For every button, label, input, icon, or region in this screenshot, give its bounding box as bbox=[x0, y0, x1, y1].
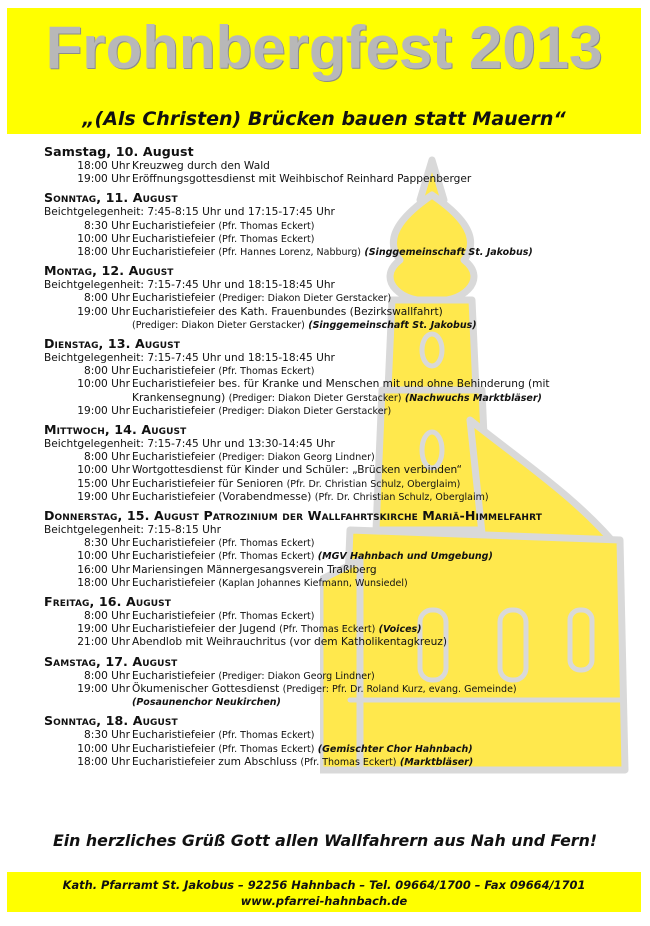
celebrant-note: (Prediger: Diakon Dieter Gerstacker) bbox=[132, 319, 305, 331]
service-entry bbox=[44, 550, 634, 563]
service-title: Abendlob mit Weihrauchritus (vor dem Katholikentagkreuz) bbox=[132, 636, 447, 649]
celebrant-note: (Pfr. Thomas Eckert) bbox=[218, 366, 315, 378]
service-entry bbox=[44, 537, 634, 550]
service-description bbox=[132, 537, 634, 550]
service-entry bbox=[44, 756, 634, 769]
service-title: Eucharistiefeier bes. für Kranke und Menschen mit und ohne Behinderung (mit Krankensegnung) bbox=[132, 378, 550, 404]
day-heading: Dienstag, 13. August bbox=[44, 336, 180, 352]
service-time: 19:00 Uhr bbox=[77, 404, 130, 417]
service-time: 19:00 Uhr bbox=[77, 682, 130, 695]
service-entry bbox=[44, 683, 634, 696]
service-description bbox=[132, 220, 634, 233]
service-title: Eucharistiefeier für Senioren bbox=[132, 477, 284, 490]
service-entry bbox=[44, 405, 634, 418]
service-entry bbox=[44, 292, 634, 305]
service-time: 8:00 Uhr bbox=[84, 451, 130, 464]
music-group: (Voices) bbox=[378, 624, 422, 636]
service-entry bbox=[44, 233, 634, 246]
service-time: 8:00 Uhr bbox=[84, 292, 130, 305]
service-time: 8:00 Uhr bbox=[84, 365, 130, 378]
celebrant-note: (Prediger: Diakon Dieter Gerstacker) bbox=[218, 405, 392, 417]
celebrant-note: (Pfr. Thomas Eckert) bbox=[218, 611, 315, 623]
day-block bbox=[44, 336, 634, 418]
service-entry bbox=[44, 670, 634, 683]
service-entry bbox=[44, 246, 634, 259]
day-heading: Samstag, 10. August bbox=[44, 144, 194, 159]
event-motto: „(Als Christen) Brücken bauen statt Mauern“ bbox=[82, 108, 566, 130]
celebrant-note: (Pfr. Thomas Eckert) bbox=[218, 730, 315, 742]
music-group: (MGV Hahnbach und Umgebung) bbox=[317, 551, 493, 563]
day-block bbox=[44, 713, 634, 769]
service-description bbox=[132, 292, 634, 305]
service-entry bbox=[44, 491, 634, 504]
celebrant-note: (Pfr. Thomas Eckert) bbox=[300, 756, 397, 768]
service-time: 10:00 Uhr bbox=[77, 742, 130, 755]
service-entry bbox=[44, 365, 634, 378]
celebrant-note: (Prediger: Pfr. Dr. Roland Kurz, evang. Gemeinde) bbox=[282, 683, 517, 695]
celebrant-note: (Prediger: Diakon Georg Lindner) bbox=[218, 670, 375, 682]
service-title: Eucharistiefeier bbox=[132, 451, 215, 464]
celebrant-note: (Pfr. Thomas Eckert) bbox=[218, 233, 315, 245]
celebrant-note: (Pfr. Thomas Eckert) bbox=[218, 220, 315, 232]
service-continuation bbox=[44, 696, 634, 709]
service-title: Eucharistiefeier bbox=[132, 537, 215, 550]
service-description bbox=[132, 756, 634, 769]
service-time: 10:00 Uhr bbox=[77, 232, 130, 245]
service-description bbox=[132, 233, 634, 246]
service-title: Eucharistiefeier bbox=[132, 550, 215, 563]
service-entry bbox=[44, 220, 634, 233]
service-title: Eucharistiefeier der Jugend bbox=[132, 623, 276, 636]
service-description bbox=[132, 683, 634, 696]
service-title: Eucharistiefeier zum Abschluss bbox=[132, 755, 297, 768]
parish-website: www.pfarrei-hahnbach.de bbox=[240, 894, 408, 908]
service-title: Eröffnungsgottesdienst mit Weihbischof Reinhard Pappenberger bbox=[132, 173, 472, 186]
service-description bbox=[132, 610, 634, 623]
celebrant-note: (Pfr. Thomas Eckert) bbox=[218, 743, 315, 755]
service-description bbox=[132, 478, 634, 491]
service-time: 10:00 Uhr bbox=[77, 464, 130, 477]
service-time: 19:00 Uhr bbox=[77, 623, 130, 636]
confession-times: Beichtgelegenheit: 7:45-8:15 Uhr und 17:15-17:45 Uhr bbox=[44, 206, 335, 219]
day-heading: Mittwoch, 14. August bbox=[44, 422, 187, 438]
celebrant-note: (Pfr. Hannes Lorenz, Nabburg) bbox=[218, 247, 361, 259]
service-time: 10:00 Uhr bbox=[77, 378, 130, 391]
service-description bbox=[132, 623, 634, 636]
day-block bbox=[44, 263, 634, 332]
celebrant-note: (Prediger: Diakon Georg Lindner) bbox=[218, 452, 375, 464]
service-time: 8:00 Uhr bbox=[84, 610, 130, 623]
service-entry bbox=[44, 464, 634, 477]
service-time: 8:00 Uhr bbox=[84, 669, 130, 682]
day-block bbox=[44, 422, 634, 504]
footer-band bbox=[7, 872, 641, 912]
service-description bbox=[132, 729, 634, 742]
service-time: 10:00 Uhr bbox=[77, 550, 130, 563]
music-group: (Posaunenchor Neukirchen) bbox=[132, 697, 281, 709]
service-title: Kreuzweg durch den Wald bbox=[132, 160, 270, 172]
day-block bbox=[44, 594, 634, 650]
day-heading: Donnerstag, 15. August Patrozinium der Wallfahrtskirche Mariä-Himmelfahrt bbox=[44, 508, 542, 524]
service-entry bbox=[44, 743, 634, 756]
service-description bbox=[132, 636, 634, 649]
service-time: 8:30 Uhr bbox=[84, 537, 130, 550]
service-description bbox=[132, 564, 634, 577]
service-time: 19:00 Uhr bbox=[77, 173, 130, 186]
service-entry bbox=[44, 451, 634, 464]
day-heading: Montag, 12. August bbox=[44, 263, 174, 279]
service-title: Ökumenischer Gottesdienst bbox=[132, 682, 280, 695]
service-time: 18:00 Uhr bbox=[77, 160, 130, 172]
service-title: Eucharistiefeier bbox=[132, 246, 215, 259]
service-title: Eucharistiefeier bbox=[132, 610, 215, 623]
confession-times: Beichtgelegenheit: 7:15-7:45 Uhr und 18:15-18:45 Uhr bbox=[44, 352, 335, 365]
service-description bbox=[132, 378, 634, 404]
service-time: 18:00 Uhr bbox=[77, 246, 130, 259]
day-heading: Sonntag, 18. August bbox=[44, 713, 178, 729]
day-block bbox=[44, 654, 634, 710]
service-title: Wortgottesdienst für Kinder und Schüler: „Brücken verbinden“ bbox=[132, 464, 462, 477]
service-entry bbox=[44, 306, 634, 319]
service-entry bbox=[44, 378, 634, 404]
service-description bbox=[132, 550, 634, 563]
music-group: (Marktbläser) bbox=[399, 756, 474, 768]
service-description bbox=[132, 160, 634, 173]
confession-times: Beichtgelegenheit: 7:15-8:15 Uhr bbox=[44, 524, 221, 537]
title-band bbox=[7, 8, 641, 134]
service-entry bbox=[44, 173, 634, 186]
celebrant-note: (Pfr. Thomas Eckert) bbox=[218, 551, 315, 563]
day-block bbox=[44, 144, 634, 186]
celebrant-note: (Prediger: Diakon Dieter Gerstacker) bbox=[218, 293, 392, 305]
service-time: 18:00 Uhr bbox=[77, 576, 130, 589]
celebrant-note: (Pfr. Thomas Eckert) bbox=[218, 538, 315, 550]
service-description bbox=[132, 464, 634, 477]
celebrant-note: (Kaplan Johannes Kiefmann, Wunsiedel) bbox=[218, 577, 408, 589]
service-entry bbox=[44, 160, 634, 173]
service-time: 15:00 Uhr bbox=[77, 477, 130, 490]
service-time: 21:00 Uhr bbox=[77, 636, 130, 649]
day-heading: Freitag, 16. August bbox=[44, 594, 171, 610]
music-group: (Singgemeinschaft St. Jakobus) bbox=[364, 247, 533, 259]
service-title: Eucharistiefeier bbox=[132, 404, 215, 417]
day-heading: Sonntag, 11. August bbox=[44, 190, 178, 206]
service-entry bbox=[44, 636, 634, 649]
celebrant-note: (Pfr. Dr. Christian Schulz, Oberglaim) bbox=[314, 491, 489, 503]
service-time: 8:30 Uhr bbox=[84, 219, 130, 232]
service-entry bbox=[44, 577, 634, 590]
service-time: 19:00 Uhr bbox=[77, 490, 130, 503]
service-title: Eucharistiefeier des Kath. Frauenbundes (Bezirkswallfahrt) bbox=[132, 305, 443, 318]
confession-times: Beichtgelegenheit: 7:15-7:45 Uhr und 13:30-14:45 Uhr bbox=[44, 438, 335, 451]
service-description bbox=[132, 451, 634, 464]
day-block bbox=[44, 508, 634, 590]
service-entry bbox=[44, 623, 634, 636]
service-title: Eucharistiefeier bbox=[132, 669, 215, 682]
service-description bbox=[132, 306, 634, 319]
service-title: Eucharistiefeier bbox=[132, 576, 215, 589]
music-group: (Gemischter Chor Hahnbach) bbox=[317, 743, 473, 755]
music-group: (Singgemeinschaft St. Jakobus) bbox=[308, 319, 477, 331]
service-entry bbox=[44, 478, 634, 491]
service-title: Eucharistiefeier bbox=[132, 729, 215, 742]
parish-address: Kath. Pfarramt St. Jakobus – 92256 Hahnbach – Tel. 09664/1700 – Fax 09664/1701 bbox=[62, 878, 586, 892]
schedule-list bbox=[44, 144, 634, 773]
music-group: (Nachwuchs Marktbläser) bbox=[404, 392, 542, 404]
closing-greeting: Ein herzliches Grüß Gott allen Wallfahrern aus Nah und Fern! bbox=[52, 831, 598, 850]
day-block bbox=[44, 190, 634, 259]
service-title: Eucharistiefeier bbox=[132, 365, 215, 378]
celebrant-note: (Prediger: Diakon Dieter Gerstacker) bbox=[228, 392, 402, 404]
service-entry bbox=[44, 610, 634, 623]
service-time: 8:30 Uhr bbox=[84, 729, 130, 742]
service-description bbox=[132, 577, 634, 590]
service-description bbox=[132, 246, 634, 259]
service-time: 18:00 Uhr bbox=[77, 755, 130, 768]
service-description bbox=[132, 670, 634, 683]
service-entry bbox=[44, 729, 634, 742]
service-title: Eucharistiefeier bbox=[132, 292, 215, 305]
service-title: Eucharistiefeier bbox=[132, 219, 215, 232]
service-title: Eucharistiefeier bbox=[132, 742, 215, 755]
service-description bbox=[132, 405, 634, 418]
celebrant-note: (Pfr. Dr. Christian Schulz, Oberglaim) bbox=[286, 478, 461, 490]
celebrant-note: (Pfr. Thomas Eckert) bbox=[279, 624, 376, 636]
service-time: 19:00 Uhr bbox=[77, 305, 130, 318]
service-description bbox=[132, 491, 634, 504]
confession-times: Beichtgelegenheit: 7:15-7:45 Uhr und 18:15-18:45 Uhr bbox=[44, 279, 335, 292]
service-continuation bbox=[44, 319, 634, 332]
day-heading: Samstag, 17. August bbox=[44, 653, 178, 669]
service-title: Eucharistiefeier (Vorabendmesse) bbox=[132, 490, 312, 503]
service-time: 16:00 Uhr bbox=[77, 563, 130, 576]
service-title: Eucharistiefeier bbox=[132, 232, 215, 245]
service-title: Mariensingen Männergesangsverein Traßlberg bbox=[132, 563, 377, 576]
event-title: Frohnbergfest 2013 bbox=[45, 14, 603, 81]
service-description bbox=[132, 743, 634, 756]
service-entry bbox=[44, 564, 634, 577]
service-description bbox=[132, 365, 634, 378]
service-description bbox=[132, 173, 634, 186]
